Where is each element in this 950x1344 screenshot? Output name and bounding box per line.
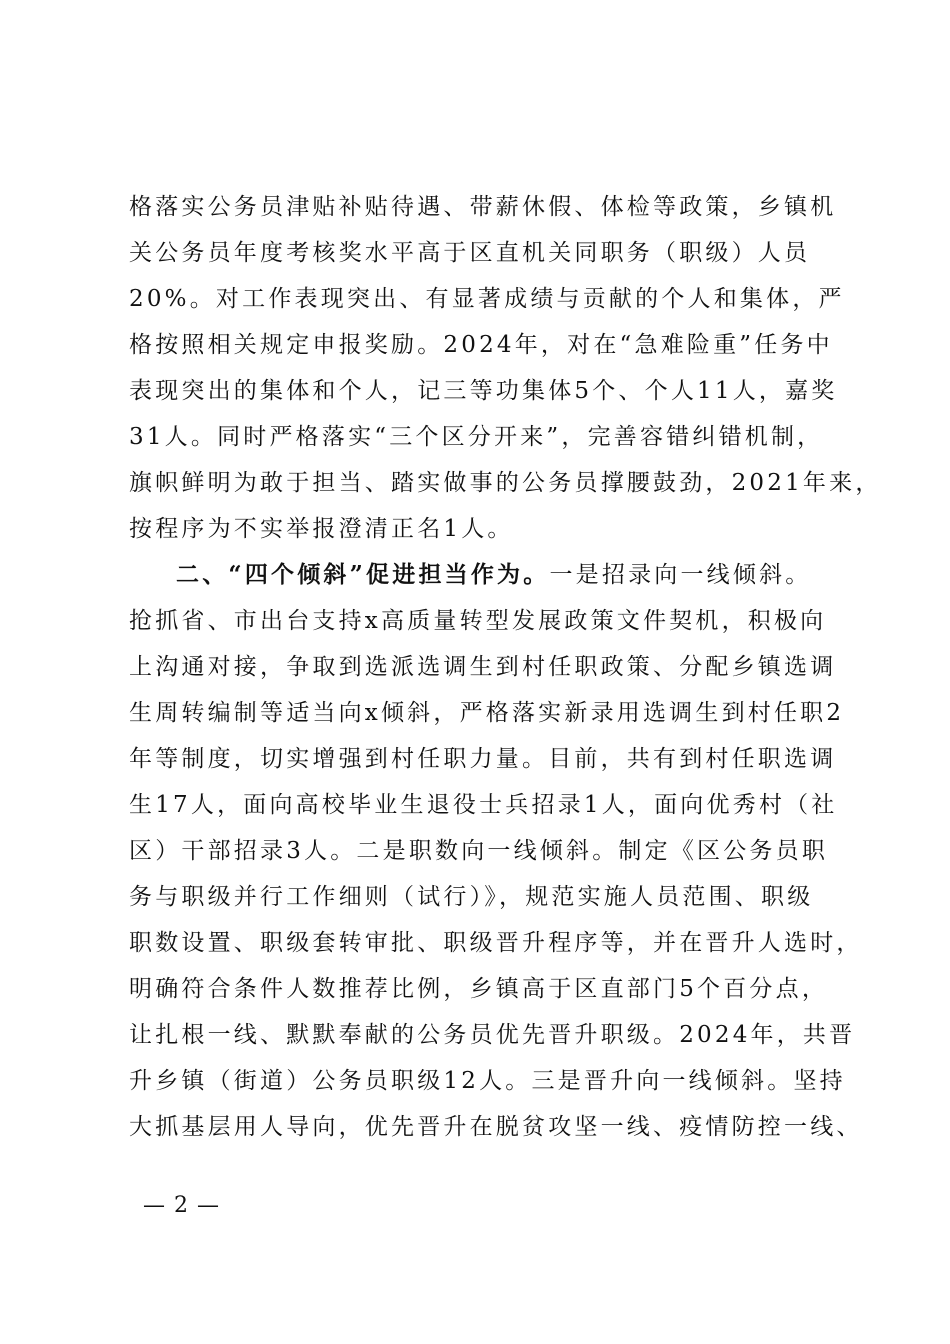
- paragraph-1-line-5: 表现突出的集体和个人，记三等功集体5个、个人11人，嘉奖: [129, 378, 838, 404]
- paragraph-1-line-3: 20%。对工作表现突出、有显著成绩与贡献的个人和集体，严: [129, 286, 845, 312]
- paragraph-2-first-line: [176, 560, 836, 590]
- paragraph-2-line-10: 明确符合条件人数推荐比例，乡镇高于区直部门5个百分点，: [129, 976, 829, 1002]
- section-heading: 二、“四个倾斜”促进担当作为。: [176, 561, 550, 588]
- paragraph-1-line-1: 格落实公务员津贴补贴待遇、带薪休假、体检等政策，乡镇机: [129, 194, 837, 220]
- paragraph-2-line-4: 生周转编制等适当向x倾斜，严格落实新录用选调生到村任职2: [129, 700, 845, 726]
- paragraph-2-line-2: 抢抓省、市出台支持x高质量转型发展政策文件契机，积极向: [129, 608, 827, 634]
- paragraph-2-line-6: 生17人，面向高校毕业生退役士兵招录1人，面向优秀村（社: [129, 792, 838, 818]
- paragraph-2-line-3: 上沟通对接，争取到选派选调生到村任职政策、分配乡镇选调: [129, 654, 837, 680]
- paragraph-2-line-11: 让扎根一线、默默奉献的公务员优先晋升职级。2024年，共晋: [129, 1022, 856, 1048]
- paragraph-2-line-13: 大抓基层用人导向，优先晋升在脱贫攻坚一线、疫情防控一线、: [129, 1114, 863, 1140]
- paragraph-1-line-4: 格按照相关规定申报奖励。2024年，对在“急难险重”任务中: [129, 332, 833, 358]
- paragraph-2-line-9: 职数设置、职级套转审批、职级晋升程序等，并在晋升人选时，: [129, 930, 863, 956]
- paragraph-1-line-7: 旗帜鲜明为敢于担当、踏实做事的公务员撑腰鼓劲，2021年来，: [129, 470, 882, 496]
- paragraph-2-line-8: 务与职级并行工作细则（试行）》，规范实施人员范围、职级: [129, 884, 814, 910]
- paragraph-1-line-8: 按程序为不实举报澄清正名1人。: [129, 516, 514, 542]
- paragraph-2-line-12: 升乡镇（街道）公务员职级12人。三是晋升向一线倾斜。坚持: [129, 1068, 846, 1094]
- paragraph-1-line-6: 31人。同时严格落实“三个区分开来”，完善容错纠错机制，: [129, 424, 824, 450]
- paragraph-2-first-line-text: 一是招录向一线倾斜。: [549, 562, 812, 588]
- paragraph-2-line-5: 年等制度，切实增强到村任职力量。目前，共有到村任职选调: [129, 746, 837, 772]
- paragraph-1-line-2: 关公务员年度考核奖水平高于区直机关同职务（职级）人员: [129, 240, 811, 266]
- paragraph-2-line-7: 区）干部招录3人。二是职数向一线倾斜。制定《区公务员职: [129, 838, 829, 864]
- page-number: — 2 —: [143, 1193, 220, 1218]
